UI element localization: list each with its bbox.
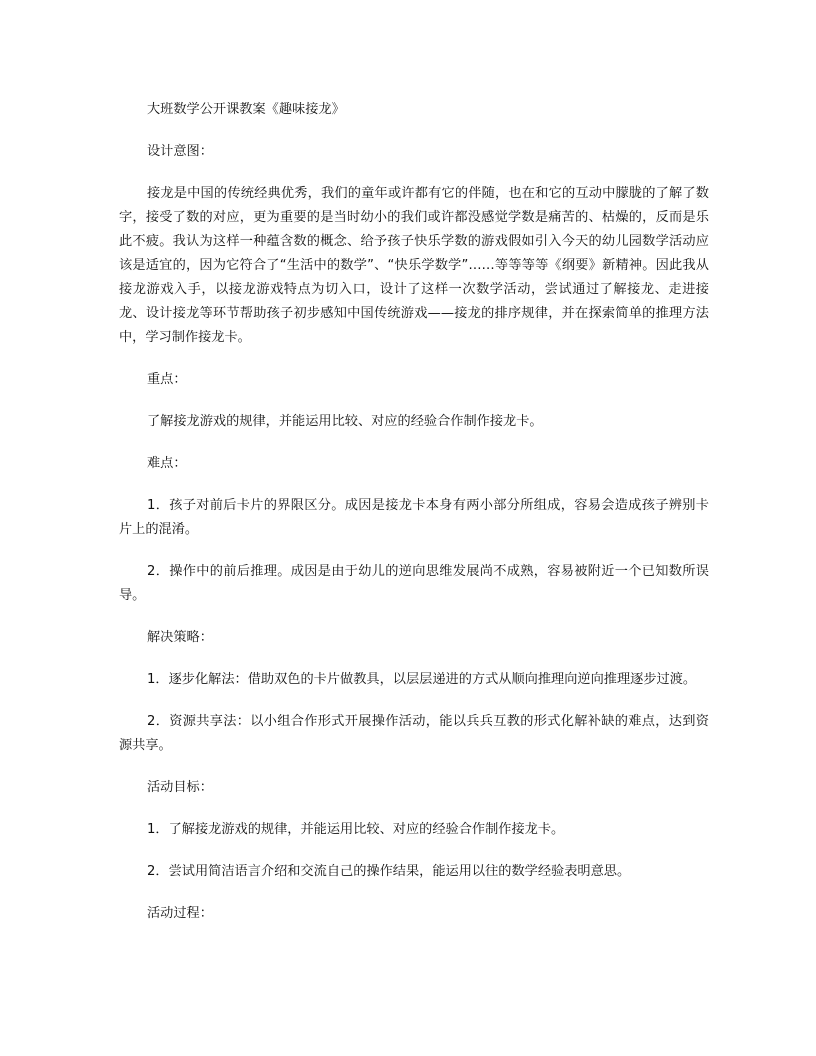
process-heading: 活动过程： bbox=[147, 906, 213, 921]
strategy-item-2: 2．资源共享法：以小组合作形式开展操作活动，能以兵兵互教的形式化解补缺的难点，达到资源共享。 bbox=[119, 714, 709, 753]
difficulty-item-1: 1．孩子对前后卡片的界限区分。成因是接龙卡本身有两小部分所组成，容易会造成孩子辨别卡片上的混淆。 bbox=[119, 498, 709, 537]
goal-item-1: 1．了解接龙游戏的规律，并能运用比较、对应的经验合作制作接龙卡。 bbox=[147, 822, 565, 837]
difficulty-item-2: 2．操作中的前后推理。成因是由于幼儿的逆向思维发展尚不成熟，容易被附近一个已知数所误导。 bbox=[119, 564, 709, 603]
key-point-text: 了解接龙游戏的规律，并能运用比较、对应的经验合作制作接龙卡。 bbox=[147, 414, 543, 429]
difficulty-heading: 难点： bbox=[147, 456, 187, 471]
document-body bbox=[119, 98, 709, 944]
goal-item-2: 2．尝试用简洁语言介绍和交流自己的操作结果，能运用以往的数学经验表明意思。 bbox=[147, 864, 631, 879]
goals-heading: 活动目标： bbox=[147, 780, 213, 795]
strategy-item-1: 1．逐步化解法：借助双色的卡片做教具，以层层递进的方式从顺向推理向逆向推理逐步过渡。 bbox=[147, 672, 697, 687]
key-point-heading: 重点： bbox=[147, 372, 187, 387]
strategy-heading: 解决策略： bbox=[147, 630, 213, 645]
design-intent-text: 接龙是中国的传统经典优秀，我们的童年或许都有它的伴随，也在和它的互动中朦胧的了解了数字，接受了数的对应，更为重要的是当时幼小的我们或许都没感觉学数是痛苦的、枯燥的，反而是乐此不疲。我认为这样一种蕴含数的概念、给予孩子快乐学数的游戏假如引入今天的幼儿园数学活动应该是适宜的，因为它符合了“生活中的数学”、“快乐学数学”……等等等等《纲要》新精神。因此我从接龙游戏入手，以接龙游戏特点为切入口，设计了这样一次数学活动，尝试通过了解接龙、走进接龙、设计接龙等环节帮助孩子初步感知中国传统游戏——接龙的排序规律，并在探索简单的推理方法中，学习制作接龙卡。 bbox=[119, 186, 709, 345]
document-title: 大班数学公开课教案《趣味接龙》 bbox=[147, 102, 345, 117]
design-intent-heading: 设计意图： bbox=[147, 144, 213, 159]
